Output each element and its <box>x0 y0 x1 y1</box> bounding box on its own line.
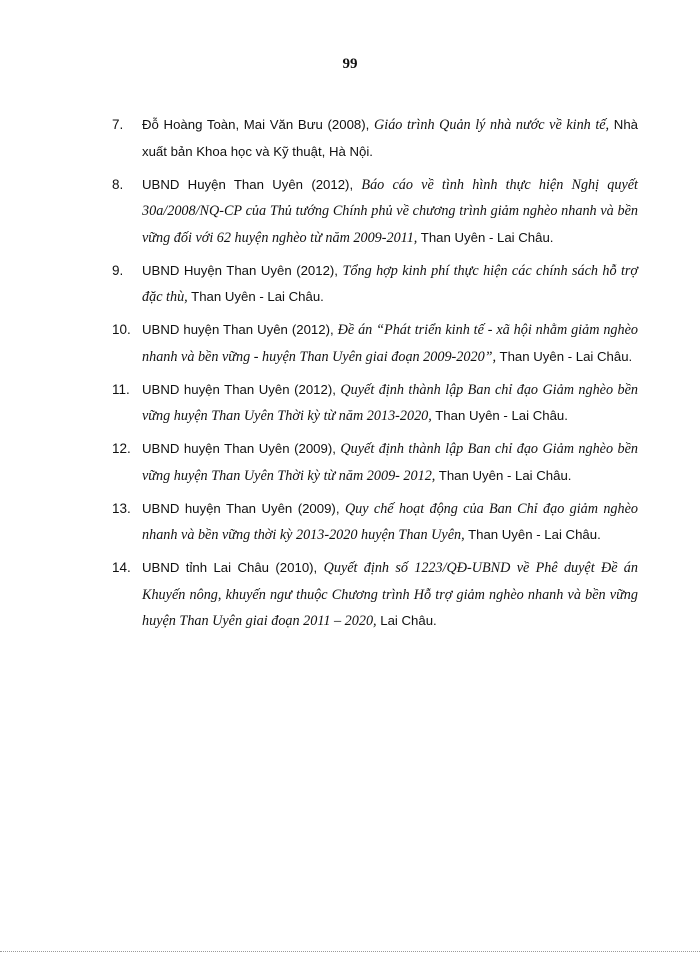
reference-publisher: Than Uyên - Lai Châu. <box>435 467 572 483</box>
reference-number: 9. <box>112 262 124 278</box>
reference-publisher: Than Uyên - Lai Châu. <box>431 408 568 423</box>
reference-publisher: Than Uyên - Lai Châu. <box>187 289 324 304</box>
reference-item <box>112 496 638 549</box>
reference-publisher: Than Uyên - Lai Châu. <box>417 229 554 245</box>
reference-title: Báo cáo về tình hình thực hiện Nghị quyết 30a/2008/NQ-CP của Thủ tướng Chính phủ về chương trình giảm nghèo nhanh và bền vững đối với 62 huyện nghèo từ năm 2009-2011, <box>142 176 638 246</box>
reference-number: 8. <box>112 176 124 192</box>
reference-number: 7. <box>112 117 124 132</box>
reference-item <box>112 172 638 252</box>
reference-authors: UBND huyện Than Uyên (2012), <box>142 322 338 337</box>
reference-title: Tổng hợp kinh phí thực hiện các chính sách hỗ trợ đặc thù, <box>142 262 638 305</box>
reference-authors: UBND Huyện Than Uyên (2012), <box>142 176 362 192</box>
reference-number: 12. <box>112 441 131 456</box>
reference-item <box>112 258 638 311</box>
reference-list <box>112 112 638 641</box>
reference-item <box>112 377 638 430</box>
reference-title: Giáo trình Quản lý nhà nước về kinh tế, <box>374 117 610 133</box>
reference-item <box>112 317 638 370</box>
page-bottom-divider <box>0 951 700 952</box>
page-number: 99 <box>342 56 358 72</box>
reference-publisher: Nhà xuất bản Khoa học và Kỹ thuật, Hà Nội. <box>142 117 638 159</box>
reference-publisher: Than Uyên - Lai Châu. <box>496 348 633 364</box>
reference-title: Quyết định số 1223/QĐ-UBND về Phê duyệt Đề án Khuyến nông, khuyến ngư thuộc Chương trình Hỗ trợ giảm nghèo nhanh và bền vững huyện Than Uyên giai đoạn 2011 – 2020, <box>142 560 638 629</box>
reference-item <box>112 112 638 165</box>
reference-number: 11. <box>112 381 130 397</box>
reference-item <box>112 555 638 635</box>
reference-title: Quyết định thành lập Ban chỉ đạo Giảm nghèo bền vững huyện Than Uyên Thời kỳ từ năm 2009- 2012, <box>142 441 638 484</box>
reference-title: Quyết định thành lập Ban chỉ đạo Giảm nghèo bền vững huyện Than Uyên Thời kỳ từ năm 2013-2020, <box>142 381 638 424</box>
reference-authors: UBND huyện Than Uyên (2009), <box>142 500 345 516</box>
reference-publisher: Than Uyên - Lai Châu. <box>464 527 601 542</box>
reference-title: Đề án “Phát triển kinh tế - xã hội nhằm giảm nghèo nhanh và bền vững - huyện Than Uyên giai đoạn 2009-2020”, <box>142 322 638 365</box>
reference-number: 13. <box>112 500 131 516</box>
reference-number: 14. <box>112 560 131 575</box>
reference-authors: UBND Huyện Than Uyên (2012), <box>142 262 343 278</box>
reference-title: Quy chế hoạt động của Ban Chỉ đạo giảm nghèo nhanh và bền vững thời kỳ 2013-2020 huyện Than Uyên, <box>142 500 638 543</box>
reference-publisher: Lai Châu. <box>376 613 437 628</box>
reference-authors: UBND huyện Than Uyên (2012), <box>142 381 341 397</box>
reference-authors: UBND tỉnh Lai Châu (2010), <box>142 560 324 575</box>
reference-item <box>112 436 638 489</box>
reference-authors: UBND huyện Than Uyên (2009), <box>142 441 341 456</box>
reference-number: 10. <box>112 322 131 337</box>
reference-authors: Đỗ Hoàng Toàn, Mai Văn Bưu (2008), <box>142 117 375 132</box>
